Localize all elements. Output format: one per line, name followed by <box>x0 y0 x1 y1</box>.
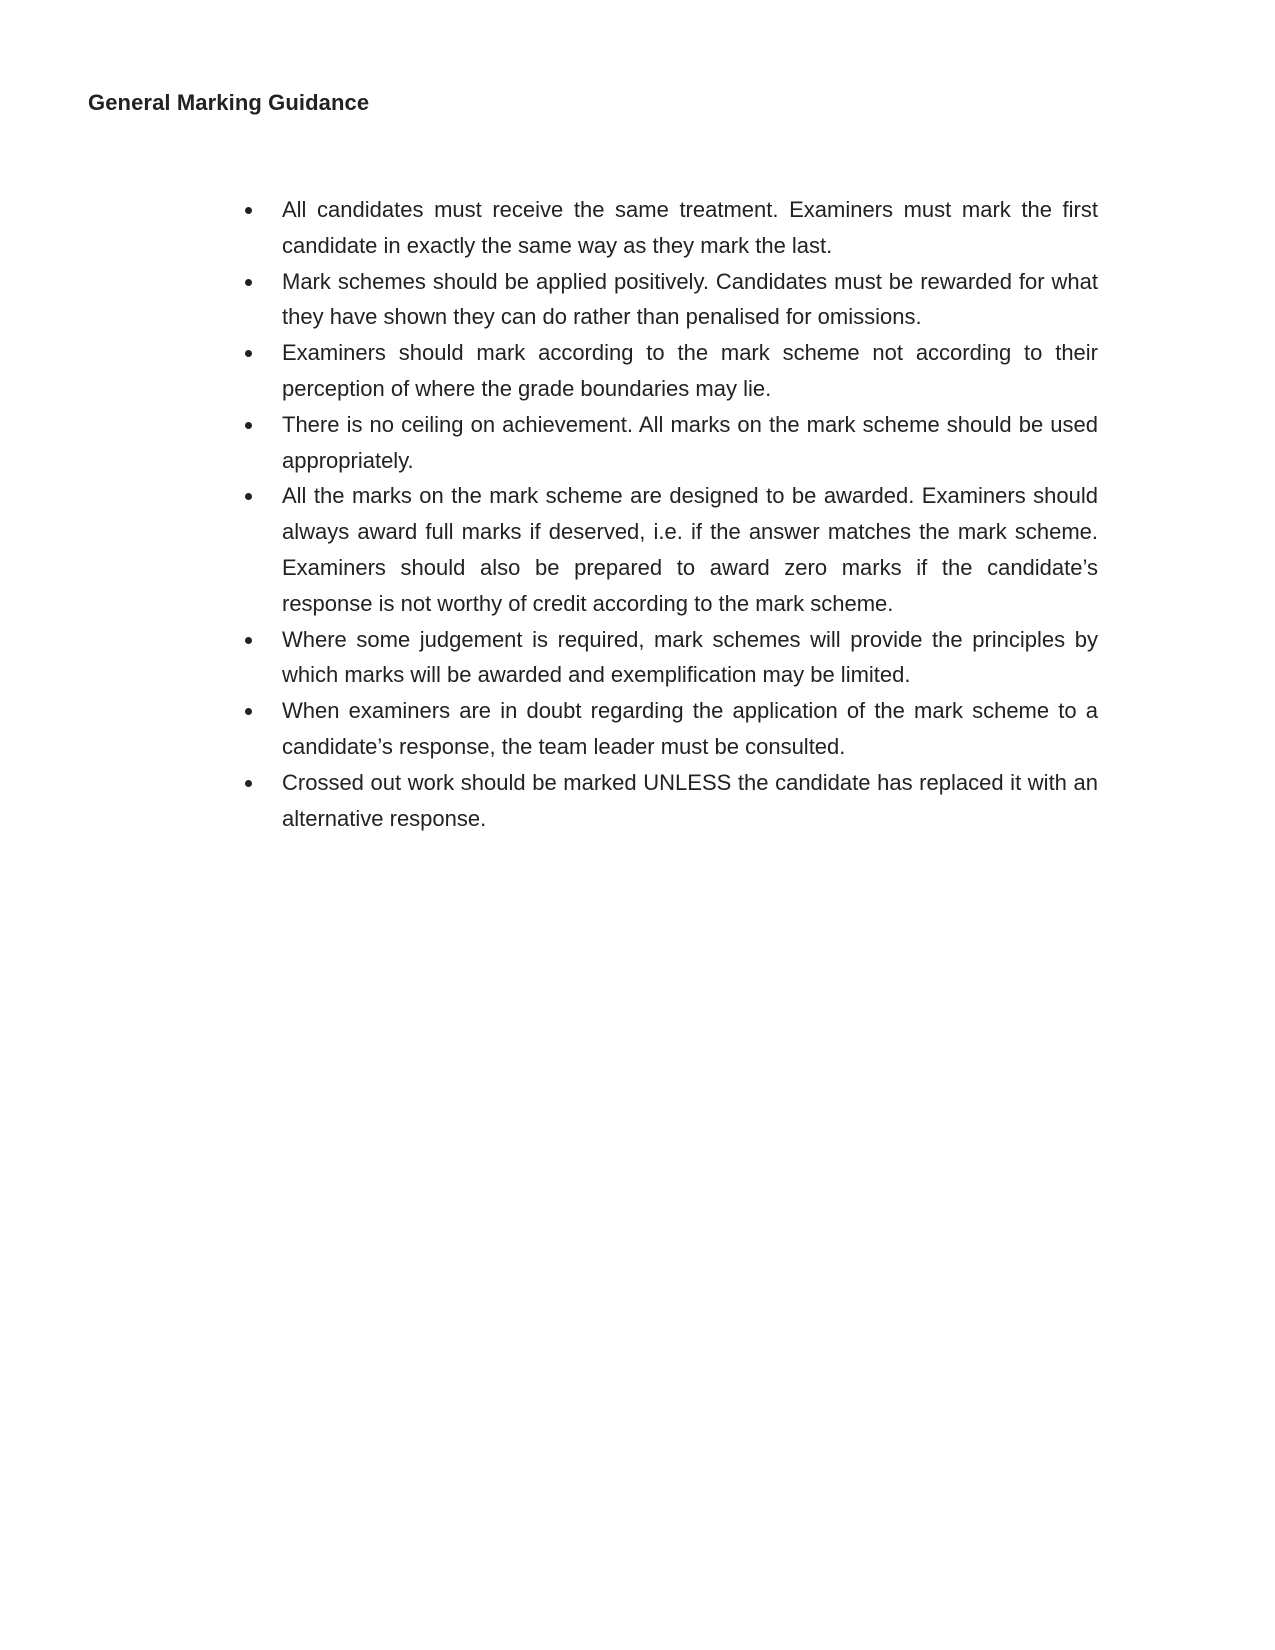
list-item-text: There is no ceiling on achievement. All marks on the mark scheme should be used appropriately. <box>282 411 1098 473</box>
list-item-text: All candidates must receive the same treatment. Examiners must mark the first candidate in exactly the same way as they mark the last. <box>282 197 1098 258</box>
list-item <box>240 407 1098 479</box>
guidance-list <box>240 192 1098 836</box>
list-item <box>240 765 1098 837</box>
list-item <box>240 264 1098 336</box>
list-item <box>240 622 1098 694</box>
list-item <box>240 478 1098 621</box>
bullet-icon <box>245 207 252 214</box>
list-item-text: When examiners are in doubt regarding the application of the mark scheme to a candidate’s response, the team leader must be consulted. <box>282 698 1098 759</box>
bullet-icon <box>245 493 252 500</box>
list-item <box>240 335 1098 407</box>
list-item <box>240 192 1098 264</box>
bullet-icon <box>245 422 252 429</box>
list-item-text: Crossed out work should be marked UNLESS the candidate has replaced it with an alternative response. <box>282 769 1098 831</box>
page-title: General Marking Guidance <box>88 90 370 115</box>
list-item-text: Where some judgement is required, mark schemes will provide the principles by which marks will be awarded and exemplification may be limited. <box>282 626 1098 688</box>
list-item-text: All the marks on the mark scheme are designed to be awarded. Examiners should always award full marks if deserved, i.e. if the answer matches the mark scheme. Examiners should also be prepared to award zero marks if the candidate’s response is not worthy of credit according to the mark scheme. <box>282 483 1098 616</box>
bullet-icon <box>245 637 252 644</box>
list-item-text: Mark schemes should be applied positively. Candidates must be rewarded for what they have shown they can do rather than penalised for omissions. <box>282 268 1098 330</box>
bullet-icon <box>245 350 252 357</box>
bullet-icon <box>245 780 252 787</box>
list-item-text: Examiners should mark according to the mark scheme not according to their perception of where the grade boundaries may lie. <box>282 340 1098 401</box>
bullet-icon <box>245 708 252 715</box>
list-item <box>240 693 1098 765</box>
bullet-icon <box>245 279 252 286</box>
